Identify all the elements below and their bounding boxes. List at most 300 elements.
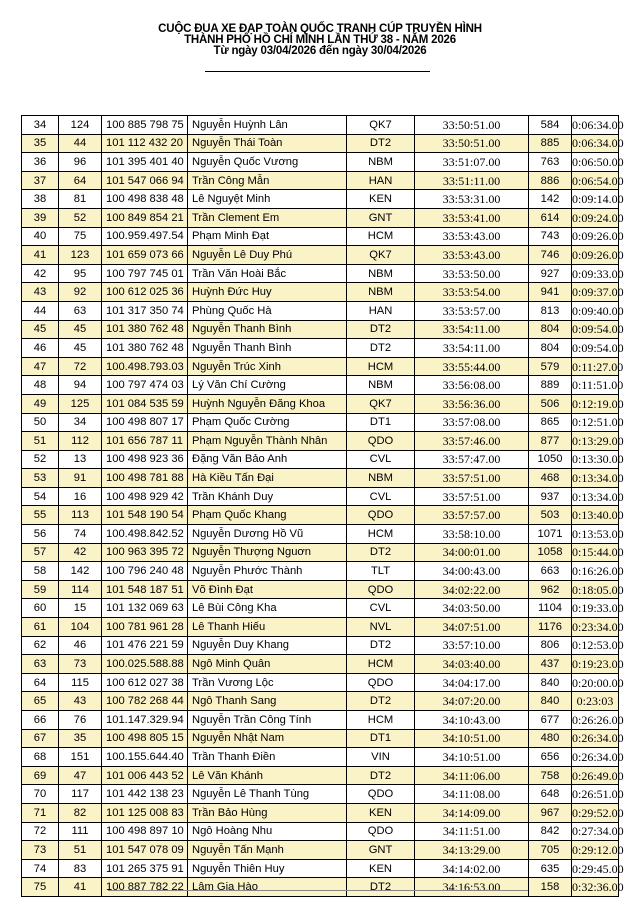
team-cell: HCM <box>347 711 415 730</box>
table-row <box>22 692 619 711</box>
total-time-cell: 34:04:17.00 <box>415 673 529 692</box>
number-cell: 842 <box>529 822 572 841</box>
time-gap-cell: 0:09:14.00 <box>572 190 619 209</box>
table-row <box>22 171 619 190</box>
rank-cell: 60 <box>22 599 59 618</box>
rank-cell: 42 <box>22 264 59 283</box>
uci-code-cell: 101 547 066 94 <box>102 171 188 190</box>
rider-name-cell: Nguyễn Duy Khang <box>188 636 347 655</box>
time-gap-cell: 0:09:26.00 <box>572 227 619 246</box>
bib-cell: 47 <box>59 766 102 785</box>
uci-code-cell: 101 659 073 66 <box>102 246 188 265</box>
uci-code-cell: 100 612 027 38 <box>102 673 188 692</box>
number-cell: 468 <box>529 469 572 488</box>
uci-code-cell: 100 498 805 15 <box>102 729 188 748</box>
uci-code-cell: 100 885 798 75 <box>102 116 188 135</box>
bib-cell: 75 <box>59 227 102 246</box>
rank-cell: 63 <box>22 655 59 674</box>
bib-cell: 46 <box>59 636 102 655</box>
team-cell: NBM <box>347 153 415 172</box>
time-gap-cell: 0:13:53.00 <box>572 525 619 544</box>
uci-code-cell: 100 849 854 21 <box>102 208 188 227</box>
table-row <box>22 822 619 841</box>
uci-code-cell: 100.025.588.88 <box>102 655 188 674</box>
time-gap-cell: 0:13:34.00 <box>572 487 619 506</box>
time-gap-cell: 0:06:54.00 <box>572 171 619 190</box>
table-row <box>22 766 619 785</box>
team-cell: DT2 <box>347 878 415 897</box>
total-time-cell: 33:54:11.00 <box>415 320 529 339</box>
number-cell: 840 <box>529 692 572 711</box>
time-gap-cell: 0:26:51.00 <box>572 785 619 804</box>
team-cell: DT1 <box>347 413 415 432</box>
total-time-cell: 33:56:36.00 <box>415 394 529 413</box>
rider-name-cell: Nguyễn Lê Thanh Tùng <box>188 785 347 804</box>
rider-name-cell: Võ Đình Đạt <box>188 580 347 599</box>
total-time-cell: 33:57:08.00 <box>415 413 529 432</box>
table-row <box>22 469 619 488</box>
bib-cell: 124 <box>59 116 102 135</box>
team-cell: QDO <box>347 785 415 804</box>
team-cell: CVL <box>347 599 415 618</box>
team-cell: NBM <box>347 376 415 395</box>
total-time-cell: 34:07:51.00 <box>415 618 529 637</box>
bib-cell: 51 <box>59 841 102 860</box>
table-row <box>22 859 619 878</box>
team-cell: QK7 <box>347 394 415 413</box>
rank-cell: 53 <box>22 469 59 488</box>
table-row <box>22 655 619 674</box>
rider-name-cell: Lý Văn Chí Cường <box>188 376 347 395</box>
bib-cell: 104 <box>59 618 102 637</box>
rank-cell: 34 <box>22 116 59 135</box>
total-time-cell: 33:51:07.00 <box>415 153 529 172</box>
rider-name-cell: Nguyễn Thái Toàn <box>188 134 347 153</box>
rider-name-cell: Ngô Hoàng Nhu <box>188 822 347 841</box>
uci-code-cell: 101 656 787 11 <box>102 432 188 451</box>
uci-code-cell: 100 498 807 17 <box>102 413 188 432</box>
rider-name-cell: Nguyễn Thanh Bình <box>188 339 347 358</box>
number-cell: 877 <box>529 432 572 451</box>
time-gap-cell: 0:09:24.00 <box>572 208 619 227</box>
time-gap-cell: 0:18:05.00 <box>572 580 619 599</box>
team-cell: DT2 <box>347 766 415 785</box>
uci-code-cell: 101 395 401 40 <box>102 153 188 172</box>
total-time-cell: 34:13:29.00 <box>415 841 529 860</box>
table-row <box>22 246 619 265</box>
bib-cell: 82 <box>59 803 102 822</box>
rider-name-cell: Hà Kiều Tấn Đại <box>188 469 347 488</box>
rider-name-cell: Phạm Nguyễn Thành Nhân <box>188 432 347 451</box>
rank-cell: 70 <box>22 785 59 804</box>
total-time-cell: 34:11:08.00 <box>415 785 529 804</box>
rider-name-cell: Phạm Quốc Cường <box>188 413 347 432</box>
uci-code-cell: 101 265 375 91 <box>102 859 188 878</box>
total-time-cell: 33:53:54.00 <box>415 283 529 302</box>
total-time-cell: 33:57:57.00 <box>415 506 529 525</box>
rider-name-cell: Phùng Quốc Hà <box>188 301 347 320</box>
number-cell: 1176 <box>529 618 572 637</box>
time-gap-cell: 0:11:27.00 <box>572 357 619 376</box>
table-row <box>22 320 619 339</box>
time-gap-cell: 0:09:26.00 <box>572 246 619 265</box>
uci-code-cell: 101 132 069 63 <box>102 599 188 618</box>
number-cell: 758 <box>529 766 572 785</box>
table-row <box>22 116 619 135</box>
team-cell: NBM <box>347 264 415 283</box>
total-time-cell: 34:11:06.00 <box>415 766 529 785</box>
uci-code-cell: 100.498.842.52 <box>102 525 188 544</box>
rank-cell: 49 <box>22 394 59 413</box>
rider-name-cell: Lâm Gia Hào <box>188 878 347 897</box>
table-row <box>22 134 619 153</box>
uci-code-cell: 100 796 240 48 <box>102 562 188 581</box>
number-cell: 705 <box>529 841 572 860</box>
total-time-cell: 33:51:11.00 <box>415 171 529 190</box>
rank-cell: 73 <box>22 841 59 860</box>
number-cell: 158 <box>529 878 572 897</box>
bib-cell: 125 <box>59 394 102 413</box>
number-cell: 746 <box>529 246 572 265</box>
team-cell: DT2 <box>347 692 415 711</box>
number-cell: 614 <box>529 208 572 227</box>
time-gap-cell: 0:15:44.00 <box>572 543 619 562</box>
team-cell: QDO <box>347 580 415 599</box>
time-gap-cell: 0:09:54.00 <box>572 339 619 358</box>
rank-cell: 75 <box>22 878 59 897</box>
number-cell: 927 <box>529 264 572 283</box>
total-time-cell: 34:03:50.00 <box>415 599 529 618</box>
total-time-cell: 33:57:10.00 <box>415 636 529 655</box>
rank-cell: 61 <box>22 618 59 637</box>
number-cell: 962 <box>529 580 572 599</box>
table-row <box>22 450 619 469</box>
bib-cell: 95 <box>59 264 102 283</box>
number-cell: 1071 <box>529 525 572 544</box>
table-row <box>22 599 619 618</box>
uci-code-cell: 101 084 535 59 <box>102 394 188 413</box>
table-row <box>22 227 619 246</box>
rider-name-cell: Nguyễn Thiên Huy <box>188 859 347 878</box>
team-cell: DT2 <box>347 339 415 358</box>
time-gap-cell: 0:19:23.00 <box>572 655 619 674</box>
total-time-cell: 33:57:51.00 <box>415 469 529 488</box>
uci-code-cell: 101 112 432 20 <box>102 134 188 153</box>
rider-name-cell: Nguyễn Tấn Mạnh <box>188 841 347 860</box>
header-title-line1: CUỘC ĐUA XE ĐẠP TOÀN QUỐC TRANH CÚP TRUYỀN HÌNH <box>158 23 482 35</box>
number-cell: 840 <box>529 673 572 692</box>
rank-cell: 40 <box>22 227 59 246</box>
rank-cell: 68 <box>22 748 59 767</box>
total-time-cell: 33:53:43.00 <box>415 246 529 265</box>
bib-cell: 64 <box>59 171 102 190</box>
table-row <box>22 711 619 730</box>
table-row <box>22 525 619 544</box>
rank-cell: 51 <box>22 432 59 451</box>
bib-cell: 151 <box>59 748 102 767</box>
total-time-cell: 33:53:31.00 <box>415 190 529 209</box>
team-cell: QK7 <box>347 116 415 135</box>
team-cell: QDO <box>347 673 415 692</box>
table-row <box>22 339 619 358</box>
bib-cell: 115 <box>59 673 102 692</box>
uci-code-cell: 100 887 782 22 <box>102 878 188 897</box>
rank-cell: 62 <box>22 636 59 655</box>
rider-name-cell: Nguyễn Thượng Nguơn <box>188 543 347 562</box>
uci-code-cell: 101.147.329.94 <box>102 711 188 730</box>
time-gap-cell: 0:23:34.00 <box>572 618 619 637</box>
bib-cell: 41 <box>59 878 102 897</box>
team-cell: TLT <box>347 562 415 581</box>
time-gap-cell: 0:26:34.00 <box>572 748 619 767</box>
total-time-cell: 34:14:02.00 <box>415 859 529 878</box>
time-gap-cell: 0:11:51.00 <box>572 376 619 395</box>
rank-cell: 44 <box>22 301 59 320</box>
total-time-cell: 33:57:47.00 <box>415 450 529 469</box>
number-cell: 663 <box>529 562 572 581</box>
total-time-cell: 33:53:57.00 <box>415 301 529 320</box>
time-gap-cell: 0:29:12.00 <box>572 841 619 860</box>
number-cell: 635 <box>529 859 572 878</box>
uci-code-cell: 100 612 025 36 <box>102 283 188 302</box>
team-cell: KEN <box>347 803 415 822</box>
table-row <box>22 580 619 599</box>
number-cell: 1104 <box>529 599 572 618</box>
total-time-cell: 34:10:51.00 <box>415 748 529 767</box>
table-row <box>22 506 619 525</box>
bib-cell: 112 <box>59 432 102 451</box>
team-cell: HCM <box>347 525 415 544</box>
uci-code-cell: 101 548 190 54 <box>102 506 188 525</box>
number-cell: 1058 <box>529 543 572 562</box>
number-cell: 937 <box>529 487 572 506</box>
rank-cell: 74 <box>22 859 59 878</box>
rank-cell: 37 <box>22 171 59 190</box>
total-time-cell: 33:58:10.00 <box>415 525 529 544</box>
rider-name-cell: Trần Công Mẫn <box>188 171 347 190</box>
team-cell: VIN <box>347 748 415 767</box>
rank-cell: 38 <box>22 190 59 209</box>
time-gap-cell: 0:19:33.00 <box>572 599 619 618</box>
header-underline <box>205 71 430 72</box>
bib-cell: 16 <box>59 487 102 506</box>
document-header <box>0 24 640 57</box>
time-gap-cell: 0:26:49.00 <box>572 766 619 785</box>
uci-code-cell: 101 317 350 74 <box>102 301 188 320</box>
total-time-cell: 34:02:22.00 <box>415 580 529 599</box>
time-gap-cell: 0:26:26.00 <box>572 711 619 730</box>
bib-cell: 42 <box>59 543 102 562</box>
rider-name-cell: Nguyễn Dương Hồ Vũ <box>188 525 347 544</box>
team-cell: CVL <box>347 450 415 469</box>
time-gap-cell: 0:27:34.00 <box>572 822 619 841</box>
team-cell: DT2 <box>347 320 415 339</box>
uci-code-cell: 100 498 923 36 <box>102 450 188 469</box>
bib-cell: 94 <box>59 376 102 395</box>
number-cell: 763 <box>529 153 572 172</box>
table-row <box>22 878 619 897</box>
uci-code-cell: 100 498 781 88 <box>102 469 188 488</box>
header-date-range: Từ ngày 03/04/2026 đến ngày 30/04/2026 <box>213 45 427 57</box>
rider-name-cell: Nguyễn Trúc Xinh <box>188 357 347 376</box>
total-time-cell: 34:10:43.00 <box>415 711 529 730</box>
rider-name-cell: Trần Bảo Hùng <box>188 803 347 822</box>
table-row <box>22 618 619 637</box>
bib-cell: 45 <box>59 339 102 358</box>
rider-name-cell: Huỳnh Đức Huy <box>188 283 347 302</box>
bib-cell: 15 <box>59 599 102 618</box>
team-cell: DT2 <box>347 134 415 153</box>
number-cell: 813 <box>529 301 572 320</box>
number-cell: 506 <box>529 394 572 413</box>
rider-name-cell: Ngô Minh Quân <box>188 655 347 674</box>
rank-cell: 50 <box>22 413 59 432</box>
number-cell: 885 <box>529 134 572 153</box>
team-cell: CVL <box>347 487 415 506</box>
table-row <box>22 841 619 860</box>
total-time-cell: 33:50:51.00 <box>415 134 529 153</box>
rank-cell: 56 <box>22 525 59 544</box>
uci-code-cell: 101 548 187 51 <box>102 580 188 599</box>
time-gap-cell: 0:09:40.00 <box>572 301 619 320</box>
rank-cell: 52 <box>22 450 59 469</box>
rank-cell: 35 <box>22 134 59 153</box>
bib-cell: 91 <box>59 469 102 488</box>
number-cell: 941 <box>529 283 572 302</box>
total-time-cell: 34:03:40.00 <box>415 655 529 674</box>
number-cell: 437 <box>529 655 572 674</box>
table-row <box>22 803 619 822</box>
number-cell: 743 <box>529 227 572 246</box>
time-gap-cell: 0:23:03 <box>572 692 619 711</box>
bib-cell: 63 <box>59 301 102 320</box>
time-gap-cell: 0:09:37.00 <box>572 283 619 302</box>
rank-cell: 39 <box>22 208 59 227</box>
bib-cell: 45 <box>59 320 102 339</box>
bib-cell: 83 <box>59 859 102 878</box>
bib-cell: 34 <box>59 413 102 432</box>
rider-name-cell: Ngô Thanh Sang <box>188 692 347 711</box>
total-time-cell: 34:16:53.00 <box>415 878 529 897</box>
rank-cell: 67 <box>22 729 59 748</box>
team-cell: HCM <box>347 357 415 376</box>
team-cell: DT1 <box>347 729 415 748</box>
uci-code-cell: 101 125 008 83 <box>102 803 188 822</box>
table-row <box>22 432 619 451</box>
rank-cell: 66 <box>22 711 59 730</box>
total-time-cell: 33:56:08.00 <box>415 376 529 395</box>
bib-cell: 113 <box>59 506 102 525</box>
uci-code-cell: 100 963 395 72 <box>102 543 188 562</box>
uci-code-cell: 101 380 762 48 <box>102 320 188 339</box>
number-cell: 480 <box>529 729 572 748</box>
table-row <box>22 357 619 376</box>
rider-name-cell: Trần Clement Em <box>188 208 347 227</box>
number-cell: 804 <box>529 320 572 339</box>
results-table <box>21 115 624 897</box>
table-row <box>22 190 619 209</box>
rider-name-cell: Nguyễn Lê Duy Phú <box>188 246 347 265</box>
time-gap-cell: 0:06:50.00 <box>572 153 619 172</box>
time-gap-cell: 0:06:34.00 <box>572 116 619 135</box>
rider-name-cell: Lê Nguyệt Minh <box>188 190 347 209</box>
rider-name-cell: Lê Văn Khánh <box>188 766 347 785</box>
rank-cell: 58 <box>22 562 59 581</box>
total-time-cell: 33:57:46.00 <box>415 432 529 451</box>
rider-name-cell: Phạm Minh Đạt <box>188 227 347 246</box>
number-cell: 579 <box>529 357 572 376</box>
table-row <box>22 283 619 302</box>
team-cell: DT2 <box>347 636 415 655</box>
time-gap-cell: 0:09:33.00 <box>572 264 619 283</box>
team-cell: QK7 <box>347 246 415 265</box>
number-cell: 142 <box>529 190 572 209</box>
team-cell: HAN <box>347 301 415 320</box>
table-row <box>22 748 619 767</box>
total-time-cell: 33:54:11.00 <box>415 339 529 358</box>
team-cell: NVL <box>347 618 415 637</box>
bib-cell: 43 <box>59 692 102 711</box>
uci-code-cell: 100.498.793.03 <box>102 357 188 376</box>
bib-cell: 123 <box>59 246 102 265</box>
total-time-cell: 33:57:51.00 <box>415 487 529 506</box>
uci-code-cell: 100 498 897 10 <box>102 822 188 841</box>
bib-cell: 96 <box>59 153 102 172</box>
rider-name-cell: Nguyễn Huỳnh Lân <box>188 116 347 135</box>
table-row <box>22 264 619 283</box>
bib-cell: 44 <box>59 134 102 153</box>
uci-code-cell: 101 006 443 52 <box>102 766 188 785</box>
table-row <box>22 636 619 655</box>
team-cell: KEN <box>347 190 415 209</box>
team-cell: QDO <box>347 432 415 451</box>
rank-cell: 64 <box>22 673 59 692</box>
time-gap-cell: 0:12:53.00 <box>572 636 619 655</box>
total-time-cell: 33:53:43.00 <box>415 227 529 246</box>
team-cell: HCM <box>347 655 415 674</box>
team-cell: NBM <box>347 469 415 488</box>
bib-cell: 111 <box>59 822 102 841</box>
time-gap-cell: 0:12:51.00 <box>572 413 619 432</box>
number-cell: 804 <box>529 339 572 358</box>
rider-name-cell: Đặng Văn Bảo Anh <box>188 450 347 469</box>
uci-code-cell: 100 782 268 44 <box>102 692 188 711</box>
rank-cell: 46 <box>22 339 59 358</box>
bib-cell: 73 <box>59 655 102 674</box>
number-cell: 656 <box>529 748 572 767</box>
total-time-cell: 33:53:41.00 <box>415 208 529 227</box>
table-row <box>22 413 619 432</box>
rank-cell: 43 <box>22 283 59 302</box>
uci-code-cell: 101 547 078 09 <box>102 841 188 860</box>
rank-cell: 59 <box>22 580 59 599</box>
number-cell: 886 <box>529 171 572 190</box>
results-table-body <box>22 116 624 897</box>
table-row <box>22 673 619 692</box>
rider-name-cell: Nguyễn Nhật Nam <box>188 729 347 748</box>
team-cell: GNT <box>347 841 415 860</box>
time-gap-cell: 0:16:26.00 <box>572 562 619 581</box>
team-cell: NBM <box>347 283 415 302</box>
number-cell: 503 <box>529 506 572 525</box>
rank-cell: 69 <box>22 766 59 785</box>
uci-code-cell: 100.155.644.40 <box>102 748 188 767</box>
rank-cell: 47 <box>22 357 59 376</box>
rank-cell: 41 <box>22 246 59 265</box>
rank-cell: 48 <box>22 376 59 395</box>
number-cell: 865 <box>529 413 572 432</box>
uci-code-cell: 100.959.497.54 <box>102 227 188 246</box>
